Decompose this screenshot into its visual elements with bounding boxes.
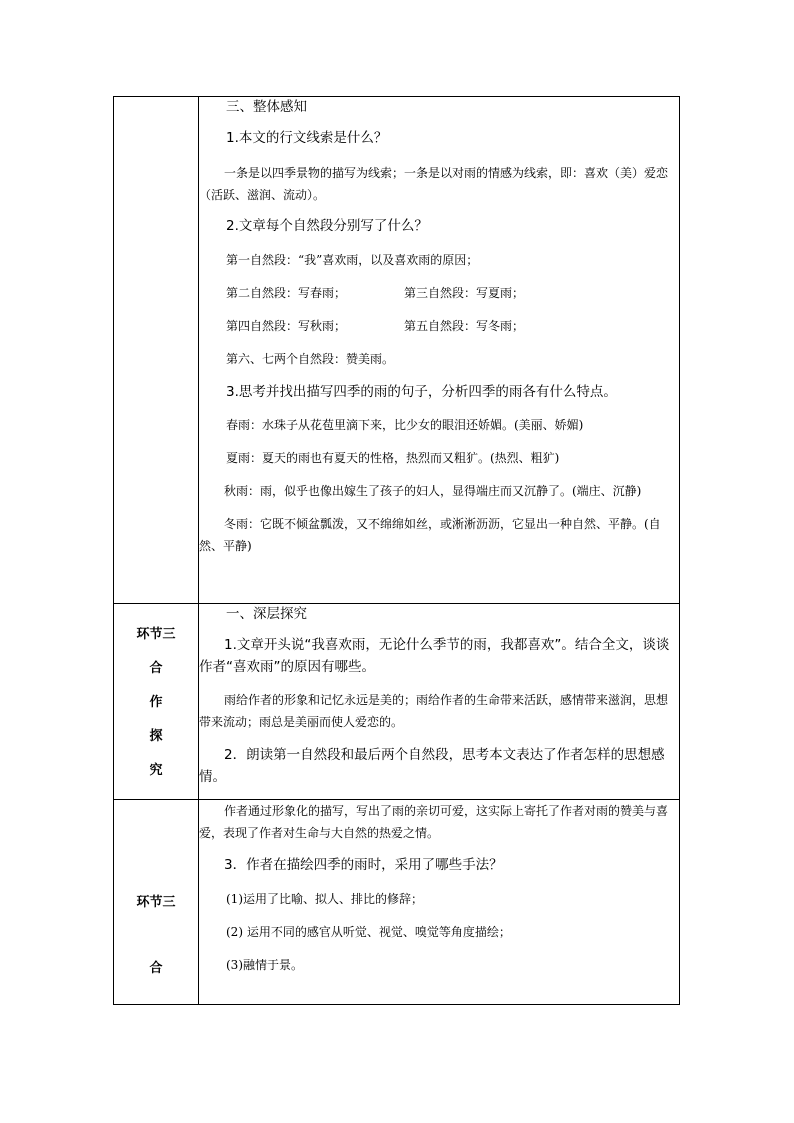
question-3: 3．作者在描绘四季的雨时，采用了哪些手法？ (224, 857, 503, 873)
overall-perception-cell (199, 97, 680, 604)
table-row (114, 800, 680, 1005)
section-heading: 一、深层探究 (226, 606, 307, 622)
paragraph-2-3-summary (226, 282, 706, 304)
question-2: 2．朗读第一自然段和最后两个自然段，思考本文表达了作者怎样的思想感情。 (199, 747, 665, 785)
answer-2: 作者通过形象化的描写，写出了雨的亲切可爱，这实际上寄托了作者对雨的赞美与喜爱，表现了作者对生命与大自然的热爱之情。 (199, 804, 669, 840)
table-row (114, 97, 680, 604)
stage-label-cooperative-inquiry (114, 604, 199, 800)
table-row (114, 604, 680, 800)
stage-label-char: 作 (149, 695, 163, 710)
paragraph-1-summary: 第一自然段：“我”喜欢雨，以及喜欢雨的原因； (226, 253, 479, 267)
question-1: 1.文章开头说“我喜欢雨，无论什么季节的雨，我都喜欢”。结合全文，谈谈作者“喜欢雨”的原因有哪些。 (199, 637, 670, 675)
paragraph-4-summary: 第四自然段：写秋雨； (226, 319, 347, 333)
technique-3: (3)融情于景。 (226, 958, 303, 972)
technique-2: (2) 运用不同的感官从听觉、视觉、嗅觉等角度描绘； (226, 925, 511, 939)
techniques-cell (199, 800, 680, 1005)
autumn-rain-answer: 秋雨：雨，似乎也像出嫁生了孩子的妇人，显得端庄而又沉静了。(端庄、沉静) (224, 484, 642, 498)
question-2: 2.文章每个自然段分别写了什么？ (226, 218, 428, 234)
paragraph-2-summary: 第二自然段：写春雨； (226, 286, 347, 300)
technique-1: (1)运用了比喻、拟人、排比的修辞； (226, 892, 423, 906)
question-1: 1.本文的行文线索是什么？ (226, 130, 388, 146)
stage-label-empty (114, 97, 199, 604)
spring-rain-answer: 春雨：水珠子从花苞里滴下来，比少女的眼泪还娇媚。(美丽、娇媚) (226, 418, 584, 432)
section-heading: 三、整体感知 (226, 99, 307, 115)
winter-rain-answer: 冬雨：它既不倾盆瓢泼，又不绵绵如丝，或淅淅沥沥，它显出一种自然、平静。(自然、平静) (199, 517, 661, 553)
deep-inquiry-cell (199, 604, 680, 800)
stage-label-synthesis (114, 800, 199, 1005)
stage-label-title: 环节三 (136, 627, 176, 642)
question-3: 3.思考并找出描写四季的雨的句子，分析四季的雨各有什么特点。 (226, 384, 617, 400)
stage-label-char: 合 (149, 961, 163, 976)
stage-label-title: 环节三 (136, 895, 176, 910)
paragraph-4-5-summary (226, 315, 706, 337)
paragraph-5-summary: 第五自然段：写冬雨； (404, 319, 525, 333)
stage-label-char: 合 (149, 661, 163, 676)
answer-1: 雨给作者的形象和记忆永远是美的；雨给作者的生命带来活跃，感情带来滋润，思想带来流动；雨总是美丽而使人爱恋的。 (199, 693, 669, 729)
summer-rain-answer: 夏雨：夏天的雨也有夏天的性格，热烈而又粗犷。(热烈、粗犷) (226, 451, 560, 465)
stage-label-char: 探 (149, 729, 163, 744)
stage-label-char: 究 (149, 763, 163, 778)
lesson-plan-table (113, 96, 680, 1005)
answer-1: 一条是以四季景物的描写为线索；一条是以对雨的情感为线索，即：喜欢（美）爱恋（活跃、滋润、流动）。 (199, 166, 669, 202)
paragraph-6-7-summary: 第六、七两个自然段：赞美雨。 (226, 352, 395, 366)
paragraph-3-summary: 第三自然段：写夏雨； (404, 286, 525, 300)
